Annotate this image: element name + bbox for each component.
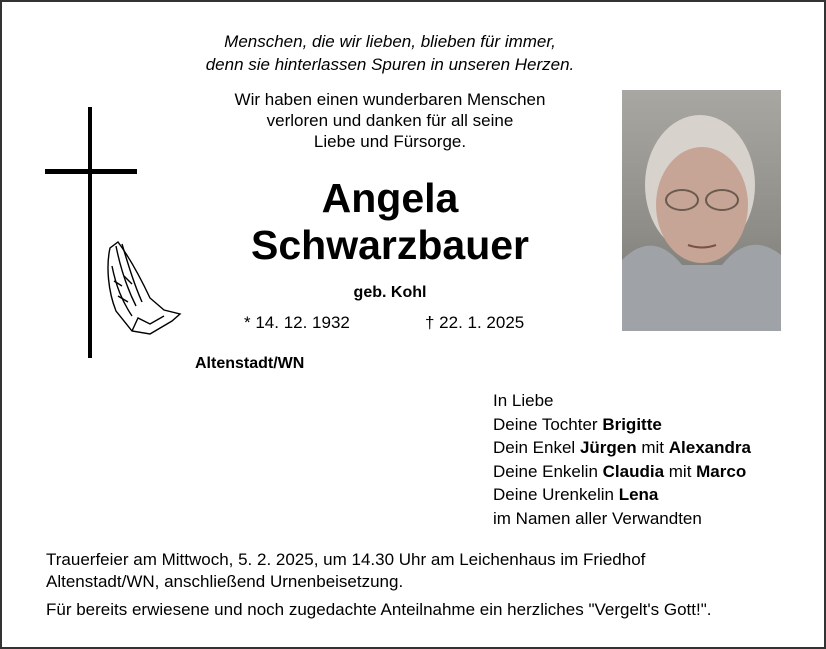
family-text: Dein Enkel <box>493 438 580 457</box>
motto <box>140 30 640 76</box>
family-member-name: Jürgen <box>579 438 637 457</box>
family-line <box>493 507 751 531</box>
family-member-name: Brigitte <box>602 414 662 434</box>
family-member-name: Marco <box>696 461 747 481</box>
family-line <box>493 413 751 437</box>
death-date: † 22. 1. 2025 <box>425 313 525 332</box>
ceremony-info <box>46 549 711 593</box>
intro-text <box>140 89 640 152</box>
first-name: Angela <box>321 175 459 221</box>
family-text: mit <box>664 461 697 481</box>
footer <box>46 549 711 621</box>
motto-line: Menschen, die wir lieben, blieben für immer, <box>224 32 556 51</box>
family-text: im Namen aller Verwandten <box>493 508 702 528</box>
intro-line: Wir haben einen wunderbaren Menschen <box>234 90 546 109</box>
family-text: In Liebe <box>493 391 554 410</box>
ceremony-line: Trauerfeier am Mittwoch, 5. 2. 2025, um 14.30 Uhr am Leichenhaus im Friedhof <box>46 550 646 569</box>
family-member-name: Lena <box>618 485 659 504</box>
birth-date: * 14. 12. 1932 <box>244 313 350 332</box>
deceased-name <box>140 175 640 269</box>
thanks-text: Für bereits erwiesene und noch zugedachte Anteilnahme ein herzliches "Vergelt's Gott!". <box>46 600 712 619</box>
family-list <box>493 389 751 530</box>
cross-icon-bar <box>45 169 137 174</box>
family-member-name: Claudia <box>602 461 665 481</box>
motto-line: denn sie hinterlassen Spuren in unseren Herzen. <box>205 55 575 74</box>
family-text: Deine Tochter <box>493 414 603 434</box>
ceremony-line: Altenstadt/WN, anschließend Urnenbeisetzung. <box>46 572 404 591</box>
portrait-photo <box>622 90 781 331</box>
family-line <box>493 460 751 484</box>
family-text: mit <box>636 438 669 457</box>
family-member-name: Alexandra <box>668 438 751 457</box>
maiden-name: geb. Kohl <box>353 284 427 301</box>
family-line <box>493 483 751 507</box>
last-name: Schwarzbauer <box>251 222 529 268</box>
family-line <box>493 436 751 460</box>
family-line <box>493 389 751 413</box>
family-text: Deine Enkelin <box>493 461 603 481</box>
place: Altenstadt/WN <box>195 355 305 372</box>
cross-icon <box>88 107 92 358</box>
intro-line: Liebe und Fürsorge. <box>313 132 467 151</box>
family-text: Deine Urenkelin <box>493 485 619 504</box>
intro-line: verloren und danken für all seine <box>266 111 514 130</box>
